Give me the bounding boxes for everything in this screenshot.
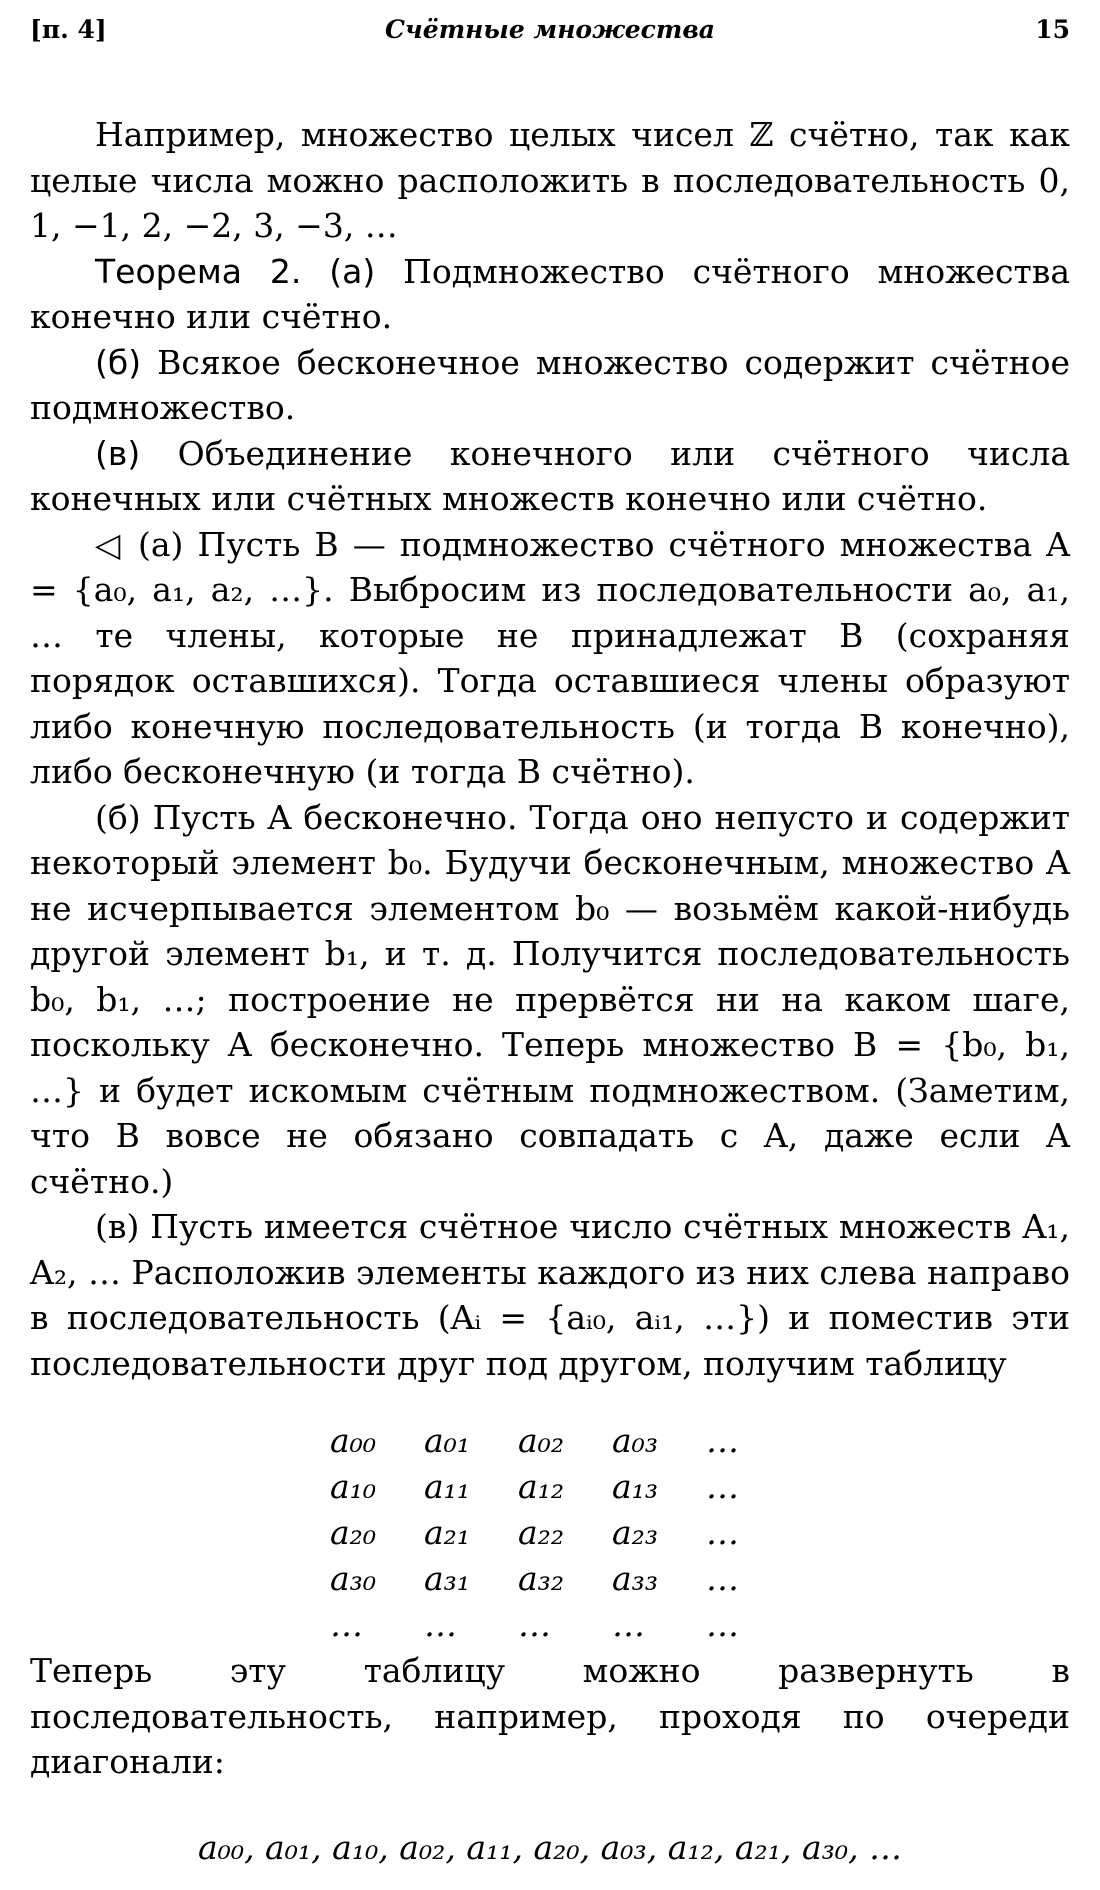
theorem-2-b (30, 340, 1070, 431)
section-label: [п. 4] (30, 15, 107, 44)
theorem-label: Теорема 2. (а) (95, 251, 376, 291)
theorem-c-text: Объединение конечного или счётного числа конечных или счётных множеств конечно или счётно. (30, 433, 1070, 518)
table-cell: a₃₁ (424, 1559, 471, 1599)
theorem-c-label: (в) (95, 433, 141, 473)
table-cell: … (706, 1605, 739, 1645)
element-table-body (330, 1418, 800, 1648)
table-cell: a₁₁ (424, 1467, 471, 1507)
theorem-a-text: Подмножество счётного множества конечно или счётно. (30, 251, 1070, 336)
proof-part-a: ◁ (а) Пусть B — подмножество счётного множества A = {a₀, a₁, a₂, …}. Выбросим из последовательности a₀, a₁, … те члены, которые не принадлежат B (сохраняя порядок оставшихся). Тогда оставшиеся члены образуют либо конечную последовательность (и тогда B конечно), либо бесконечную (и тогда B счётно). (30, 524, 1070, 791)
table-row (330, 1556, 800, 1602)
table-cell: a₃₂ (518, 1559, 565, 1599)
table-cell: … (424, 1605, 457, 1645)
table-cell: a₂₁ (424, 1513, 471, 1553)
table-row (330, 1602, 800, 1648)
table-cell: a₀₀ (330, 1421, 377, 1461)
table-cell: … (330, 1605, 363, 1645)
page-body (30, 112, 1070, 1870)
theorem-b-label: (б) (95, 342, 142, 382)
table-cell: … (706, 1467, 739, 1507)
element-table (330, 1418, 800, 1648)
theorem-2-c (30, 431, 1070, 522)
theorem-b-text: Всякое бесконечное множество содержит счётное подмножество. (30, 342, 1070, 427)
page-number: 15 (1035, 15, 1070, 44)
paragraph-diagonal: Теперь эту таблицу можно развернуть в последовательность, например, проходя по очереди диагонали: (30, 1651, 1070, 1781)
table-row (330, 1418, 800, 1464)
table-cell: a₂₀ (330, 1513, 377, 1553)
table-cell: … (706, 1513, 739, 1553)
table-cell: … (518, 1605, 551, 1645)
table-cell: a₀₃ (612, 1421, 659, 1461)
table-cell: a₁₂ (518, 1467, 565, 1507)
table-cell: a₀₂ (518, 1421, 565, 1461)
table-row (330, 1510, 800, 1556)
table-cell: a₃₃ (612, 1559, 659, 1599)
table-cell: a₀₁ (424, 1421, 471, 1461)
chapter-title: Счётные множества (385, 15, 715, 44)
running-header (30, 10, 1070, 50)
table-cell: a₂₃ (612, 1513, 659, 1553)
table-row (330, 1464, 800, 1510)
table-cell: … (706, 1559, 739, 1599)
table-cell: … (706, 1421, 739, 1461)
table-cell: a₃₀ (330, 1559, 377, 1599)
table-cell: a₁₀ (330, 1467, 377, 1507)
proof-part-b: (б) Пусть A бесконечно. Тогда оно непусто и содержит некоторый элемент b₀. Будучи бесконечным, множество A не исчерпывается элементом b₀ — возьмём какой-нибудь другой элемент b₁, и т. д. Получится последовательность b₀, b₁, …; построение не прервётся ни на каком шаге, поскольку A бесконечно. Теперь множество B = {b₀, b₁, …} и будет искомым счётным подмножеством. (Заметим, что B вовсе не обязано совпадать с A, даже если A счётно.) (30, 797, 1070, 1201)
table-cell: a₂₂ (518, 1513, 565, 1553)
diagonal-sequence: a₀₀, a₀₁, a₁₀, a₀₂, a₁₁, a₂₀, a₀₃, a₁₂, a₂₁, a₃₀, … (197, 1827, 903, 1867)
table-cell: a₁₃ (612, 1467, 659, 1507)
proof-part-c: (в) Пусть имеется счётное число счётных множеств A₁, A₂, … Расположив элементы каждого из них слева направо в последовательность (Aᵢ = {aᵢ₀, aᵢ₁, …}) и поместив эти последовательности друг под другом, получим таблицу (30, 1207, 1070, 1383)
paragraph-integers: Например, множество целых чисел ℤ счётно, так как целые числа можно расположить в последовательность 0, 1, −1, 2, −2, 3, −3, … (30, 115, 1070, 245)
theorem-2-a (30, 249, 1070, 340)
table-cell: … (612, 1605, 645, 1645)
